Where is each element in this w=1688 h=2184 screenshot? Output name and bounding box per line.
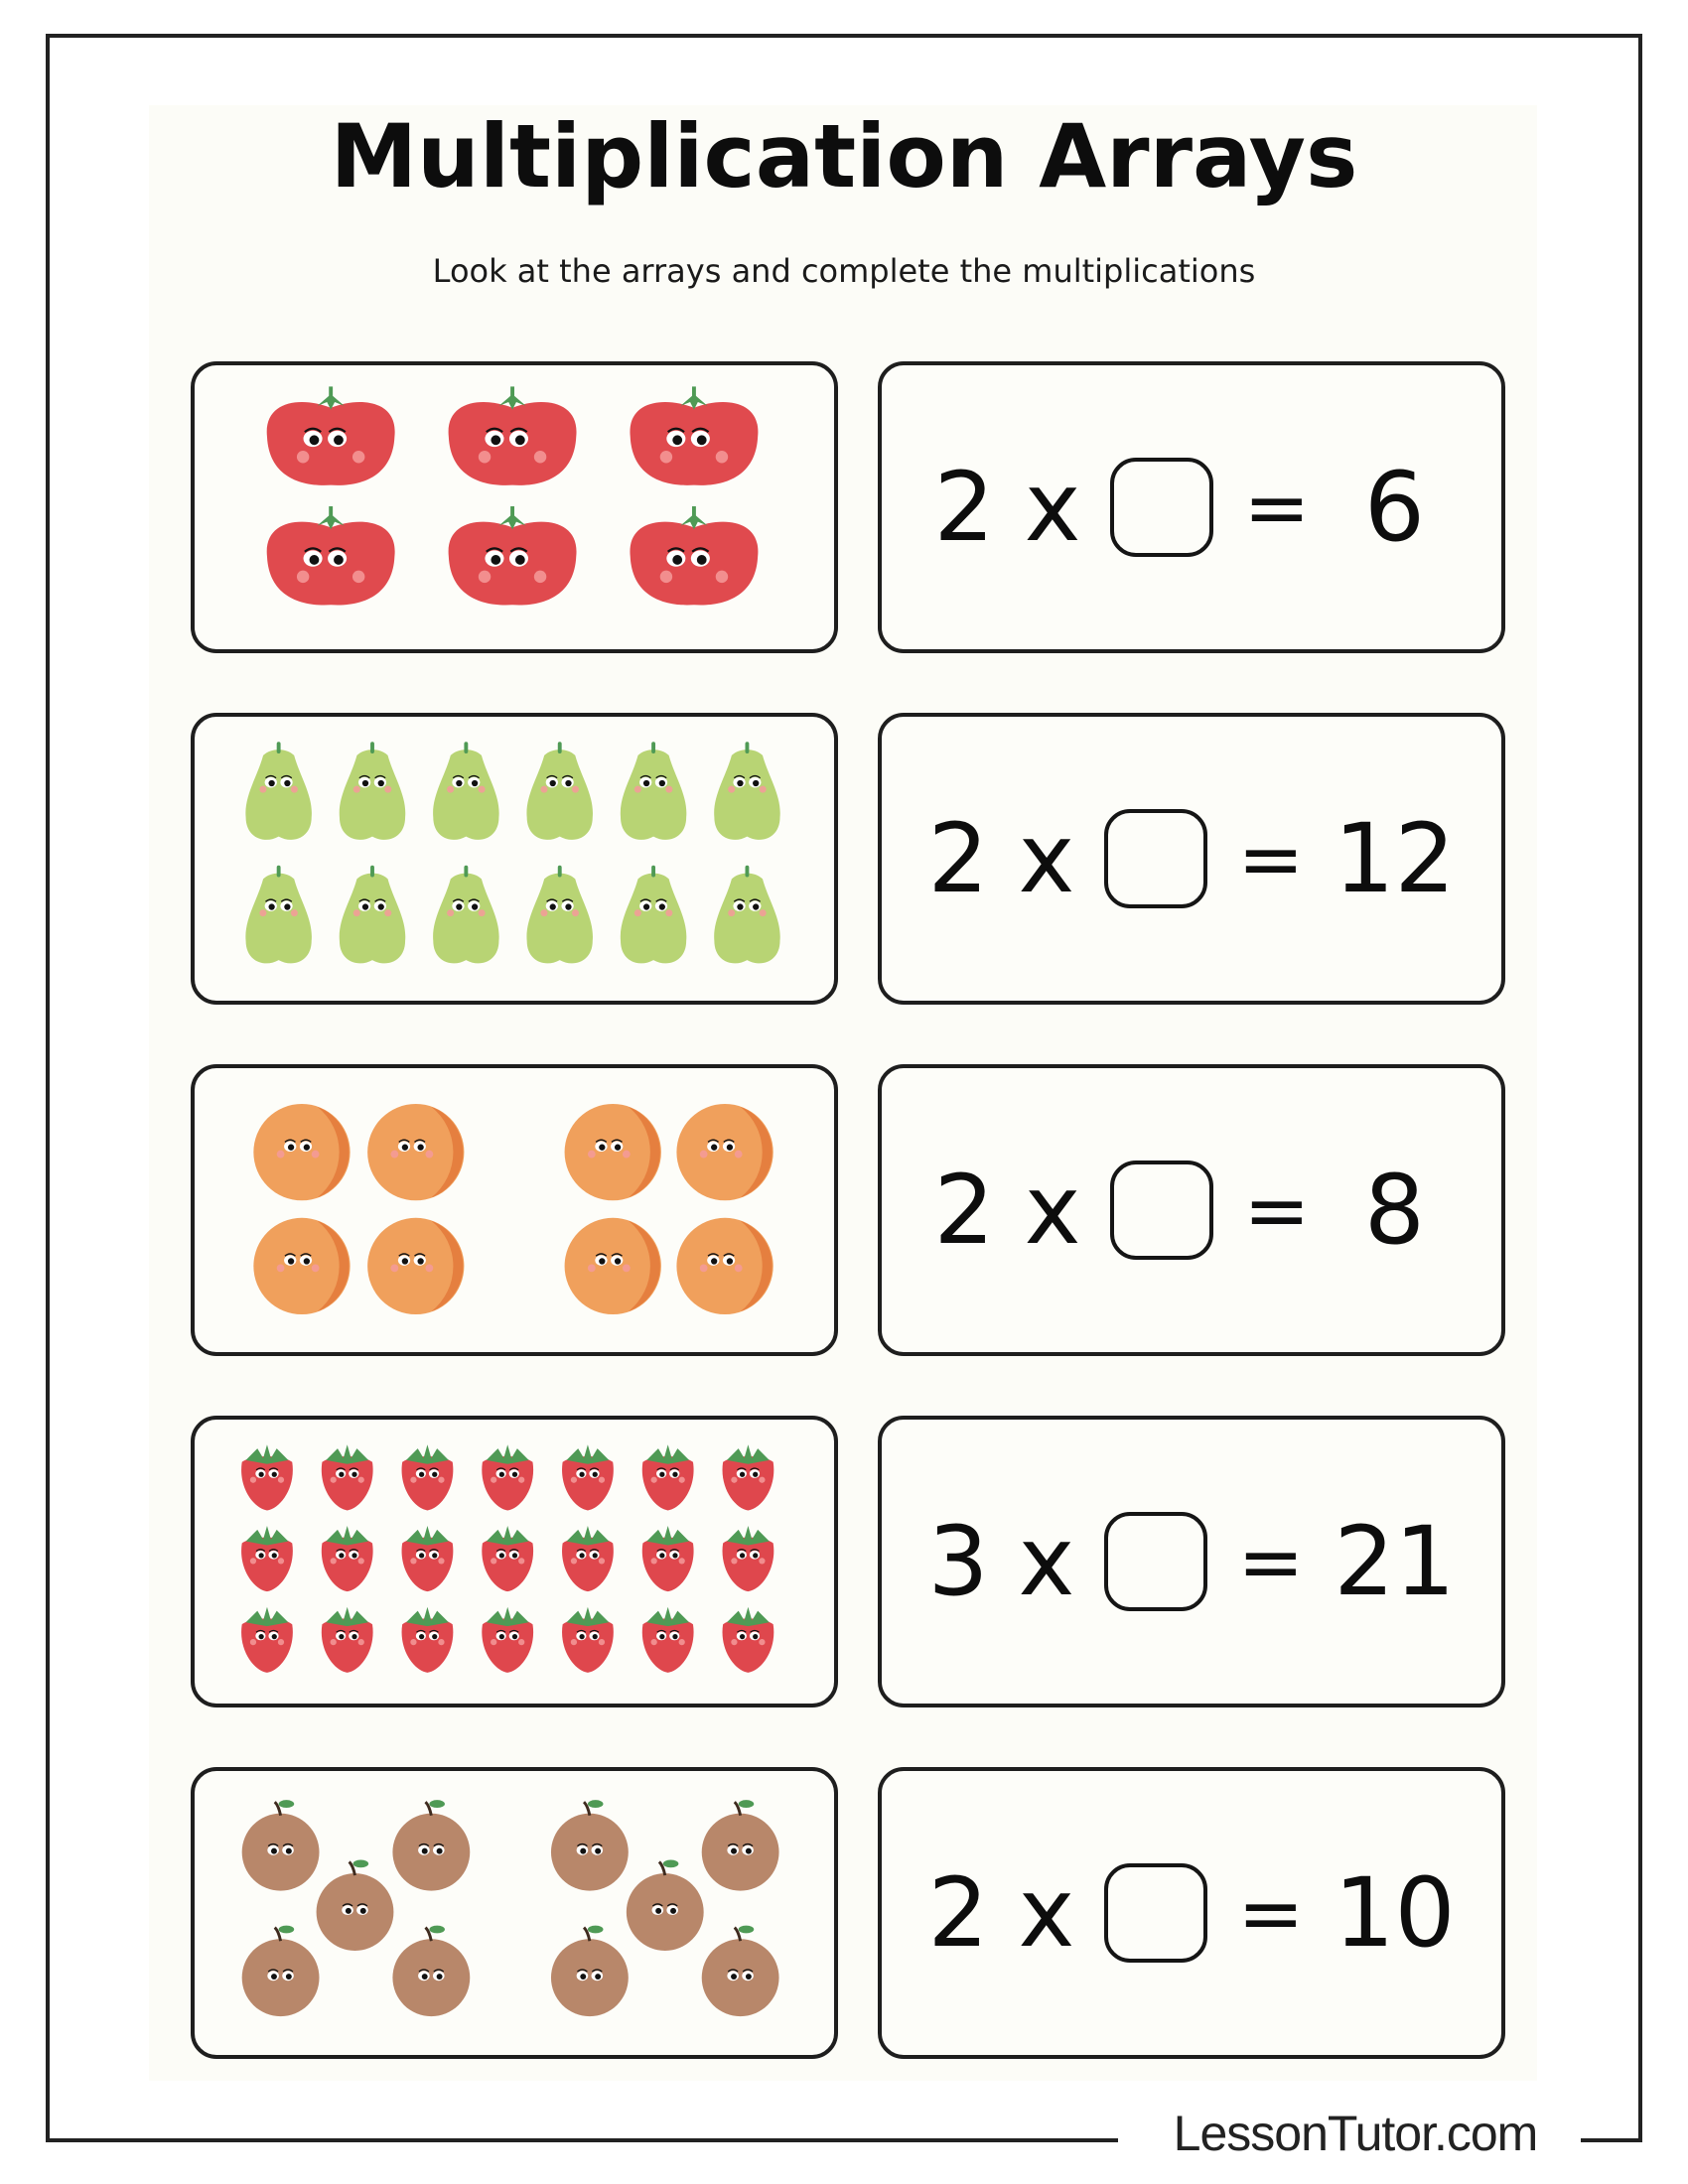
strawberry-icon (482, 1607, 533, 1673)
strawberry-icon (723, 1444, 774, 1510)
array-card-plums (191, 1767, 838, 2059)
plum-icon (702, 1926, 779, 2016)
tomato-icon (267, 386, 395, 484)
strawberry-icon (402, 1607, 454, 1673)
plum-icon (392, 1800, 470, 1890)
answer-box[interactable] (1110, 1160, 1213, 1260)
times-sign: x (1018, 803, 1075, 914)
equation-card-2 (878, 713, 1505, 1005)
page-frame-bottom-left (46, 2138, 1118, 2142)
array-card-strawberries (191, 1416, 838, 1707)
equation-2 (882, 717, 1501, 1001)
strawberry-icon (562, 1607, 614, 1673)
plum-icon (242, 1926, 320, 2016)
tomato-icon (449, 506, 577, 605)
pear-array (195, 717, 834, 1001)
pear-icon (340, 742, 406, 840)
worksheet-subtitle: Look at the arrays and complete the multiplications (432, 252, 1256, 290)
pear-icon (433, 866, 499, 964)
orange-icon (676, 1104, 773, 1200)
tomato-icon (449, 386, 577, 484)
pear-icon (433, 742, 499, 840)
strawberry-icon (723, 1607, 774, 1673)
pear-icon (526, 866, 593, 964)
strawberry-icon (562, 1444, 614, 1510)
times-sign: x (1024, 452, 1081, 563)
page-frame-bottom-right (1581, 2138, 1642, 2142)
strawberry-icon (642, 1444, 694, 1510)
answer-box[interactable] (1104, 809, 1207, 908)
plum-icon (317, 1859, 394, 1950)
strawberry-icon (322, 1526, 373, 1591)
worksheet-title: Multiplication Arrays (330, 105, 1358, 207)
orange-icon (367, 1104, 464, 1200)
array-card-tomatoes (191, 361, 838, 653)
factor: 2 (933, 452, 995, 563)
page-frame-left (46, 34, 50, 2142)
times-sign: x (1018, 1857, 1075, 1969)
plum-icon (627, 1859, 704, 1950)
product: 6 (1363, 452, 1425, 563)
times-sign: x (1018, 1506, 1075, 1617)
answer-box[interactable] (1110, 458, 1213, 557)
answer-box[interactable] (1104, 1512, 1207, 1611)
footer-brand: LessonTutor.com (1173, 2106, 1538, 2161)
strawberry-icon (723, 1526, 774, 1591)
pear-icon (621, 866, 687, 964)
equals-sign: = (1237, 1515, 1305, 1608)
equation-card-4 (878, 1416, 1505, 1707)
equation-card-1 (878, 361, 1505, 653)
pear-icon (714, 866, 780, 964)
strawberry-icon (482, 1526, 533, 1591)
equals-sign: = (1237, 812, 1305, 905)
answer-box[interactable] (1104, 1863, 1207, 1963)
equals-sign: = (1243, 1163, 1311, 1257)
orange-icon (253, 1218, 350, 1314)
page-frame-top (46, 34, 1642, 38)
strawberry-icon (642, 1607, 694, 1673)
plum-array (195, 1771, 834, 2055)
tomato-icon (267, 506, 395, 605)
equation-card-3 (878, 1064, 1505, 1356)
strawberry-icon (322, 1607, 373, 1673)
strawberry-array (195, 1420, 834, 1704)
pear-icon (526, 742, 593, 840)
factor: 3 (927, 1506, 989, 1617)
pear-icon (714, 742, 780, 840)
factor: 2 (933, 1155, 995, 1266)
orange-icon (253, 1104, 350, 1200)
factor: 2 (927, 1857, 989, 1969)
orange-icon (565, 1218, 661, 1314)
tomato-icon (630, 506, 758, 605)
pear-icon (621, 742, 687, 840)
pear-icon (245, 742, 312, 840)
product: 12 (1334, 803, 1456, 914)
equals-sign: = (1237, 1866, 1305, 1960)
strawberry-icon (322, 1444, 373, 1510)
equation-5 (882, 1771, 1501, 2055)
equation-4 (882, 1420, 1501, 1704)
orange-icon (367, 1218, 464, 1314)
equation-card-5 (878, 1767, 1505, 2059)
strawberry-icon (562, 1526, 614, 1591)
plum-icon (392, 1926, 470, 2016)
orange-icon (676, 1218, 773, 1314)
strawberry-icon (402, 1444, 454, 1510)
plum-icon (702, 1800, 779, 1890)
equation-3 (882, 1068, 1501, 1352)
strawberry-icon (241, 1607, 293, 1673)
times-sign: x (1024, 1155, 1081, 1266)
orange-array (195, 1068, 834, 1352)
plum-icon (551, 1926, 629, 2016)
equation-1 (882, 365, 1501, 649)
plum-icon (551, 1800, 629, 1890)
product: 21 (1334, 1506, 1456, 1617)
array-card-pears (191, 713, 838, 1005)
factor: 2 (927, 803, 989, 914)
plum-icon (242, 1800, 320, 1890)
pear-icon (340, 866, 406, 964)
orange-icon (565, 1104, 661, 1200)
page-frame-right (1638, 34, 1642, 2142)
pear-icon (245, 866, 312, 964)
strawberry-icon (402, 1526, 454, 1591)
equals-sign: = (1243, 461, 1311, 554)
strawberry-icon (241, 1526, 293, 1591)
tomato-icon (630, 386, 758, 484)
array-card-oranges (191, 1064, 838, 1356)
product: 10 (1334, 1857, 1456, 1969)
tomato-array (195, 365, 834, 649)
strawberry-icon (482, 1444, 533, 1510)
strawberry-icon (241, 1444, 293, 1510)
strawberry-icon (642, 1526, 694, 1591)
product: 8 (1363, 1155, 1425, 1266)
